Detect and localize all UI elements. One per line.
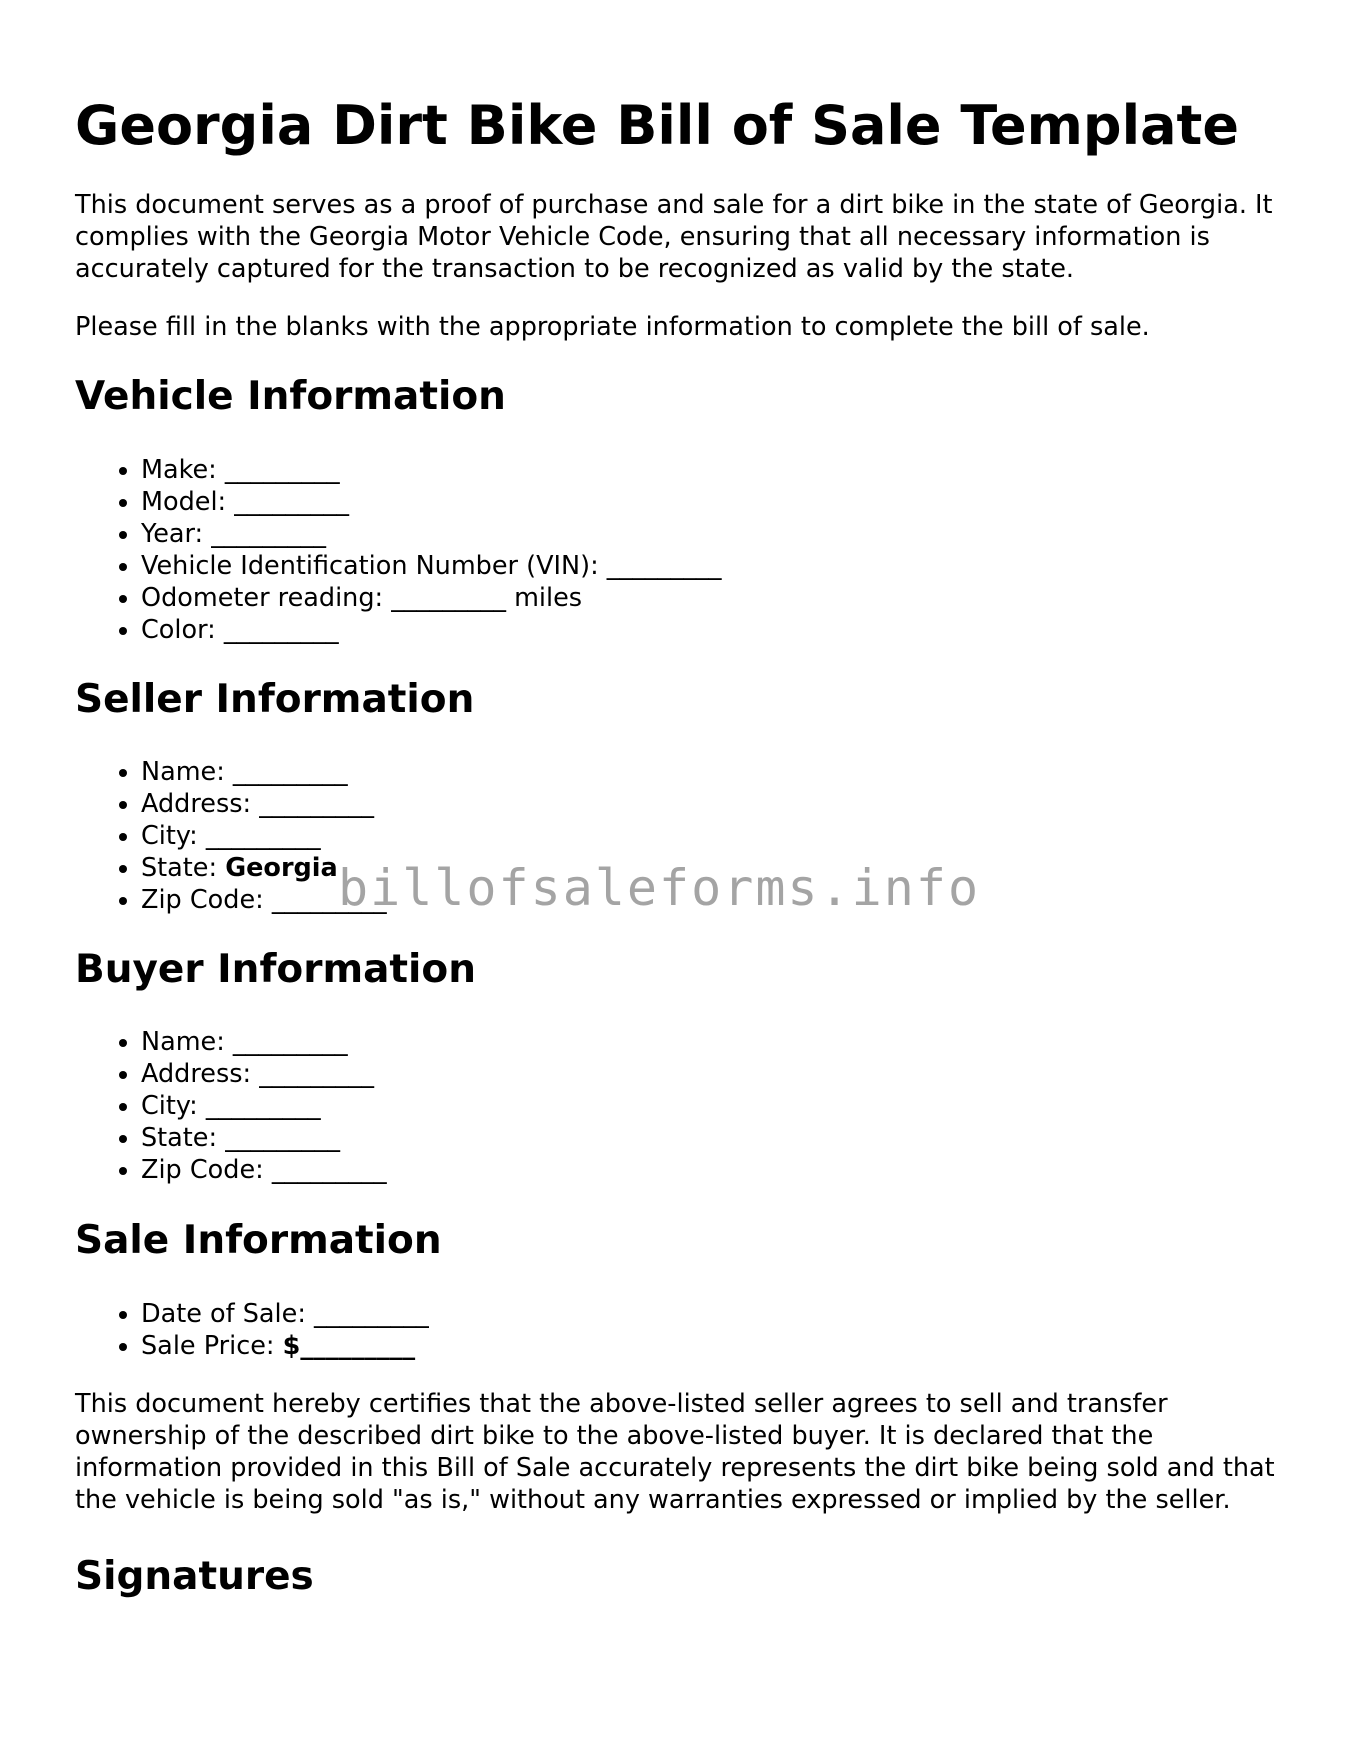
buyer-city-item: • City: _________ [141, 1090, 1285, 1122]
vehicle-model-item: • Model: _________ [141, 486, 1285, 518]
seller-state-item [141, 852, 1285, 884]
intro-paragraph: This document serves as a proof of purchase and sale for a dirt bike in the state of Georgia. It complies with the Georgia Motor Vehicle Code, ensuring that all necessary information is accurately captured for the transaction to be recognized as valid by the state. [75, 190, 1273, 284]
page-title: Georgia Dirt Bike Bill of Sale Template [75, 94, 1239, 157]
buyer-zip-item: • Zip Code: _________ [141, 1154, 1285, 1186]
buyer-state-item: • State: _________ [141, 1122, 1285, 1154]
seller-state-label: State: [141, 853, 226, 883]
sale-price-value: $_________ [282, 1331, 416, 1361]
buyer-address-item: • Address: _________ [141, 1058, 1285, 1090]
seller-address-item: • Address: _________ [141, 788, 1285, 820]
sale-price-label: Sale Price: [141, 1331, 283, 1361]
document-page [75, 0, 1285, 1601]
vehicle-vin-item: • Vehicle Identification Number (VIN): _________ [141, 550, 1285, 582]
instructions-paragraph: Please fill in the blanks with the appropriate information to complete the bill of sale. [75, 312, 1150, 342]
sale-list [75, 1298, 1285, 1362]
buyer-list [75, 1026, 1285, 1186]
buyer-heading: Buyer Information [75, 947, 476, 992]
vehicle-year-item: • Year: _________ [141, 518, 1285, 550]
seller-name-item: • Name: _________ [141, 756, 1285, 788]
vehicle-list [75, 454, 1285, 646]
seller-list [75, 756, 1285, 916]
sale-date-item: • Date of Sale: _________ [141, 1298, 1285, 1330]
signatures-heading: Signatures [75, 1554, 314, 1599]
watermark: billofsaleforms.info [338, 859, 981, 917]
buyer-name-item: • Name: _________ [141, 1026, 1285, 1058]
sale-heading: Sale Information [75, 1218, 442, 1263]
vehicle-color-item: • Color: _________ [141, 614, 1285, 646]
seller-city-item: • City: _________ [141, 820, 1285, 852]
seller-heading: Seller Information [75, 677, 475, 722]
seller-state-value: Georgia [225, 853, 338, 883]
seller-zip-item: • Zip Code: _________ [141, 884, 1285, 916]
vehicle-make-item: • Make: _________ [141, 454, 1285, 486]
certification-paragraph: This document hereby certifies that the above-listed seller agrees to sell and transfer ownership of the described dirt bike to the above-listed buyer. It is declared that the information provided in this Bill of Sale accurately represents the dirt bike being sold and that the vehicle is being sold "as is," without any warranties expressed or implied by the seller. [75, 1389, 1275, 1515]
vehicle-heading: Vehicle Information [75, 374, 506, 419]
vehicle-odometer-item: • Odometer reading: _________ miles [141, 582, 1285, 614]
sale-price-item [141, 1330, 1285, 1362]
